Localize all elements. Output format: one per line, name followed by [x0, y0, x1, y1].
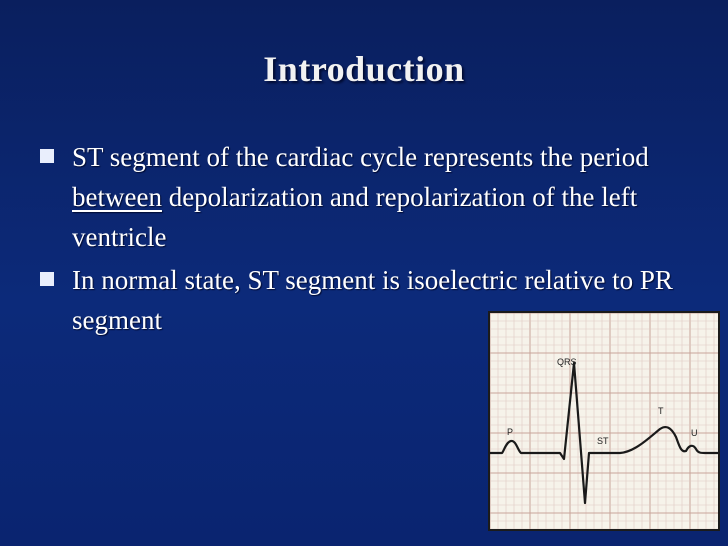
bullet-text-part: ST segment of the cardiac cycle represents the period [72, 142, 649, 172]
qrs-label: QRS [557, 357, 577, 367]
slide-title: Introduction [263, 49, 465, 89]
p-wave-label: P [507, 427, 514, 437]
underlined-word: between [72, 182, 162, 212]
st-label: ST [597, 436, 609, 446]
u-wave-label: U [691, 428, 698, 438]
ecg-diagram [488, 311, 720, 531]
t-wave-label: T [658, 406, 664, 416]
ecg-svg [490, 313, 718, 529]
bullet-text-part: In normal state, ST segment is isoelectric relative to PR segment [72, 265, 673, 335]
square-bullet-icon [40, 149, 54, 163]
bullet-text-part: depolarization and repolarization of the left ventricle [72, 182, 638, 252]
bullet-text [72, 137, 700, 257]
square-bullet-icon [40, 272, 54, 286]
ecg-grid [490, 313, 718, 529]
bullet-item [40, 137, 700, 257]
